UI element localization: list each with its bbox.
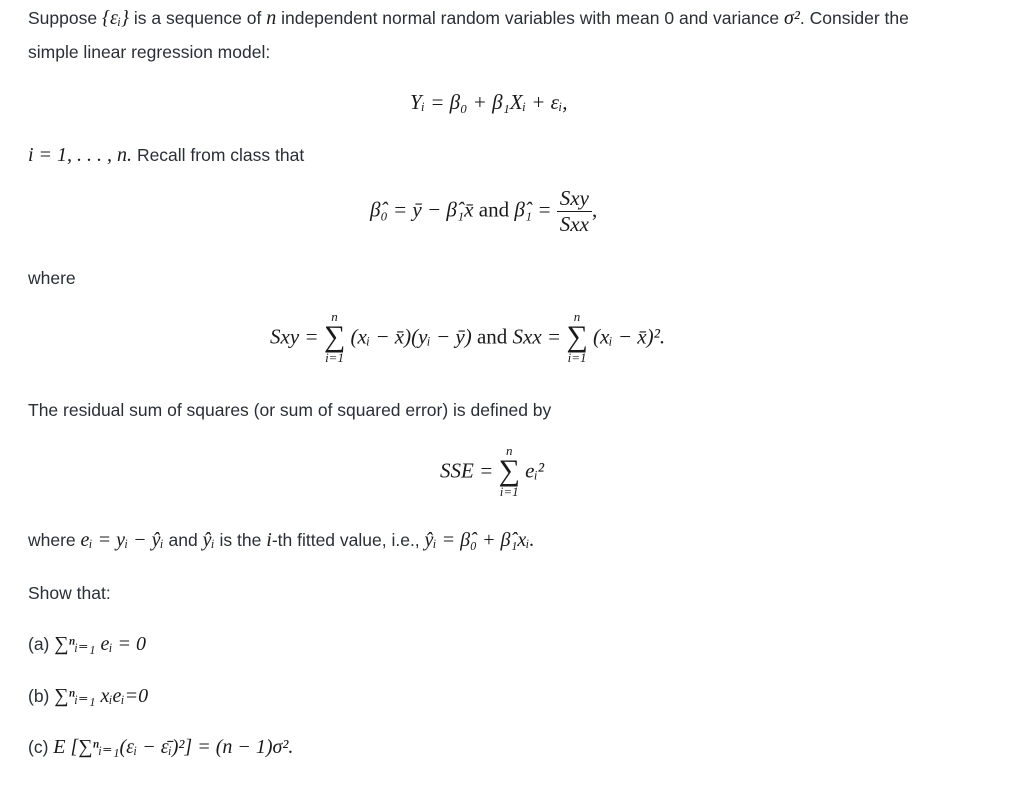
beta1-fraction bbox=[557, 186, 592, 237]
sxy-sum-operator bbox=[324, 310, 345, 364]
sums-equation bbox=[270, 310, 665, 364]
n-symbol: n bbox=[266, 7, 277, 29]
part-c bbox=[28, 735, 293, 759]
show-that-label: Show that: bbox=[28, 583, 111, 603]
and-text: and bbox=[168, 530, 198, 550]
fitted-value-text: -th fitted value, i.e., bbox=[271, 530, 420, 550]
sxx-lhs: Sxx = bbox=[512, 324, 562, 349]
variance-symbol: σ² bbox=[784, 7, 800, 29]
where-label: where bbox=[28, 268, 76, 288]
beta1-lhs: β̂₁ = bbox=[514, 197, 552, 222]
sse-sum-operator bbox=[499, 444, 520, 498]
fitted-symbol: ŷᵢ bbox=[202, 529, 215, 551]
part-b-label: (b) bbox=[28, 686, 50, 706]
sxx-lower-limit: i=1 bbox=[567, 350, 587, 365]
sxy-lhs: Sxy = bbox=[270, 324, 319, 349]
where-text: where bbox=[28, 530, 76, 550]
fitted-definition: ŷᵢ = β̂₀ + β̂₁xᵢ. bbox=[424, 529, 535, 551]
residual-text: The residual sum of squares (or sum of squared error) is defined by bbox=[28, 400, 552, 420]
sigma-icon: ∑ bbox=[566, 320, 588, 353]
sse-lower-limit: i=1 bbox=[499, 484, 519, 499]
intro-line-2: simple linear regression model: bbox=[28, 42, 271, 62]
sxy-lower-limit: i=1 bbox=[325, 350, 344, 365]
beta0-estimator: β̂₀ = ȳ − β̂₁x̄ bbox=[370, 197, 474, 222]
sigma-icon: ∑ bbox=[323, 320, 346, 353]
sequence-symbol: {εᵢ} bbox=[101, 7, 130, 29]
sxy-body: (xᵢ − x̄)(yᵢ − ȳ) bbox=[350, 324, 472, 349]
intro-text-3: independent normal random variables with mean 0 and variance bbox=[281, 8, 780, 28]
part-a-expression: ∑ⁿᵢ₌₁ eᵢ = 0 bbox=[54, 633, 147, 655]
sums-and: and bbox=[476, 324, 508, 349]
fraction-numerator: Sxy bbox=[557, 186, 592, 212]
recall-text: Recall from class that bbox=[136, 145, 305, 165]
residual-definition: eᵢ = yᵢ − ŷᵢ bbox=[80, 529, 164, 551]
index-line bbox=[28, 143, 304, 167]
sxx-body: (xᵢ − x̄)². bbox=[592, 324, 666, 349]
part-c-expression: E [∑ⁿᵢ₌₁(εᵢ − ε̄ᵢ)²] = (n − 1)σ². bbox=[53, 736, 294, 758]
part-a-label: (a) bbox=[28, 634, 50, 654]
estimators-and: and bbox=[478, 197, 510, 222]
part-b-expression: ∑ⁿᵢ₌₁ xᵢeᵢ=0 bbox=[54, 685, 149, 707]
where-definition-line bbox=[28, 528, 534, 552]
intro-line-1 bbox=[28, 6, 909, 30]
estimators-comma: , bbox=[591, 197, 598, 222]
sse-lhs: SSE = bbox=[440, 458, 494, 483]
i-symbol: i bbox=[266, 529, 272, 551]
intro-text-4: . Consider the bbox=[799, 8, 909, 28]
sxx-sum-operator bbox=[566, 310, 587, 364]
part-c-label: (c) bbox=[28, 737, 49, 757]
part-b bbox=[28, 684, 148, 708]
sxx-upper-limit: n bbox=[573, 309, 581, 324]
sse-body: eᵢ² bbox=[525, 458, 545, 483]
sxy-upper-limit: n bbox=[331, 309, 338, 324]
sse-equation bbox=[440, 444, 544, 498]
sigma-icon: ∑ bbox=[498, 454, 520, 487]
sse-upper-limit: n bbox=[505, 443, 513, 458]
part-a bbox=[28, 632, 146, 656]
intro-text-1: Suppose bbox=[28, 8, 98, 28]
model-equation: Yᵢ = β₀ + β₁Xᵢ + εᵢ, bbox=[410, 90, 568, 114]
fraction-denominator: Sxx bbox=[559, 212, 589, 236]
index-range: i = 1, . . . , n. bbox=[28, 144, 133, 166]
estimators-equation bbox=[370, 186, 597, 237]
intro-text-2: is a sequence of bbox=[133, 8, 262, 28]
is-the-text: is the bbox=[219, 530, 262, 550]
